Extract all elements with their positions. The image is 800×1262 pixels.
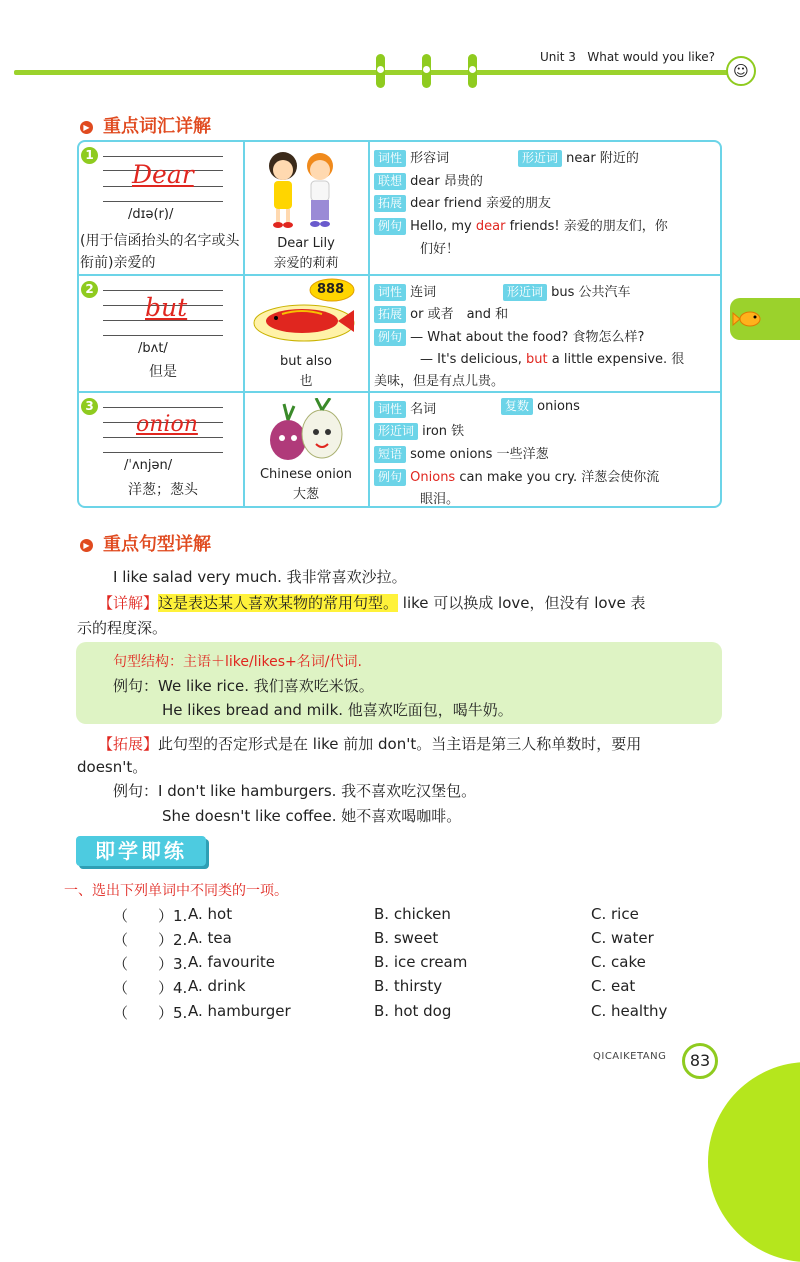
example-2: He likes bread and milk. 他喜欢吃面包，喝牛奶。 bbox=[162, 701, 513, 719]
picture-caption-cn: 大葱 bbox=[292, 487, 319, 502]
option-a[interactable]: A. tea bbox=[188, 929, 232, 947]
question-number: （ ）2. bbox=[113, 931, 188, 949]
detail-continued: 示的程度深。 bbox=[77, 619, 168, 637]
tag-pos: 词性 bbox=[374, 284, 406, 301]
writing-line bbox=[103, 437, 223, 438]
info-text: iron 铁 bbox=[422, 424, 465, 439]
option-c[interactable]: C. cake bbox=[591, 953, 646, 971]
example-text: — It's delicious, bbox=[420, 352, 527, 367]
word-meaning: (用于信函抬头的名字或头衔前)亲爱的 bbox=[80, 233, 240, 271]
option-a[interactable]: A. hot bbox=[188, 905, 233, 923]
info-row bbox=[374, 215, 668, 235]
tag-example: 例句 bbox=[374, 218, 406, 235]
info-row bbox=[501, 398, 580, 415]
binder-pin-icon bbox=[468, 54, 477, 88]
table-divider bbox=[77, 274, 722, 276]
option-b[interactable]: B. ice cream bbox=[374, 953, 468, 971]
vocab-word: Dear bbox=[132, 160, 194, 189]
option-c[interactable]: C. rice bbox=[591, 905, 639, 923]
writing-line bbox=[103, 335, 223, 336]
item-number: 1 bbox=[81, 147, 98, 164]
example-text: We like rice. 我们喜欢吃米饭。 bbox=[158, 677, 374, 695]
item-number: 2 bbox=[81, 281, 98, 298]
info-row bbox=[374, 398, 436, 418]
extension-text: 此句型的否定形式是在 like 前加 don't。当主语是第三人称单数时，要用 bbox=[158, 735, 642, 753]
tag-phrase: 短语 bbox=[374, 446, 406, 463]
example-text: Hello, my bbox=[410, 219, 476, 234]
exercise-instruction: 一、选出下列单词中不同类的一项。 bbox=[64, 883, 288, 899]
example-keyword: Onions bbox=[410, 470, 456, 485]
extension-paragraph bbox=[98, 733, 641, 754]
unit-title: What would you like? bbox=[587, 50, 716, 64]
example-text: a little expensive. 很 bbox=[547, 352, 685, 367]
tag-extend: 拓展 bbox=[374, 195, 406, 212]
phonetic: /bʌt/ bbox=[138, 341, 168, 356]
section-title-sentence: ▶ 重点句型详解 bbox=[80, 530, 211, 556]
tag-assoc: 联想 bbox=[374, 173, 406, 190]
tag-pos: 词性 bbox=[374, 401, 406, 418]
detail-text: like 可以换成 love，但没有 love 表 bbox=[398, 594, 646, 612]
picture-caption-cn: 亲爱的莉莉 bbox=[273, 256, 339, 271]
info-text: 形容词 bbox=[410, 151, 450, 166]
detail-paragraph bbox=[98, 592, 646, 613]
tag-similar: 形近词 bbox=[518, 150, 562, 167]
vocab-word: but bbox=[145, 293, 188, 322]
option-a[interactable]: A. hamburger bbox=[188, 1002, 291, 1020]
info-row bbox=[503, 281, 631, 301]
tag-pos: 词性 bbox=[374, 150, 406, 167]
question-number: （ ）5. bbox=[113, 1004, 188, 1022]
option-c[interactable]: C. eat bbox=[591, 977, 636, 995]
header-rule bbox=[14, 70, 734, 75]
play-icon: ▶ bbox=[80, 121, 93, 134]
info-row bbox=[374, 326, 644, 346]
picture-caption-en: Chinese onion bbox=[259, 467, 353, 482]
info-text: 连词 bbox=[410, 285, 437, 300]
writing-line bbox=[103, 407, 223, 408]
example-label: 例句： bbox=[113, 782, 159, 800]
table-divider bbox=[368, 140, 370, 508]
info-text: dear 昂贵的 bbox=[410, 174, 483, 189]
info-row bbox=[374, 170, 483, 190]
section-title-vocab: ▶ 重点词汇详解 bbox=[80, 112, 211, 138]
table-divider bbox=[77, 391, 722, 393]
option-b[interactable]: B. hot dog bbox=[374, 1002, 452, 1020]
option-b[interactable]: B. thirsty bbox=[374, 977, 443, 995]
option-b[interactable]: B. chicken bbox=[374, 905, 451, 923]
practice-banner: 即学即练 bbox=[76, 836, 206, 866]
example-3 bbox=[113, 780, 476, 801]
detail-label: 【详解】 bbox=[98, 594, 159, 612]
example-continued: 们好！ bbox=[420, 242, 460, 257]
corner-decoration bbox=[708, 1062, 800, 1262]
word-meaning: 洋葱；葱头 bbox=[128, 482, 198, 498]
fish-dish-illustration bbox=[252, 278, 362, 348]
info-text: onions bbox=[537, 399, 580, 414]
key-sentence: I like salad very much. 我非常喜欢沙拉。 bbox=[113, 568, 407, 586]
example-text: can make you cry. 洋葱会使你流 bbox=[455, 470, 660, 485]
extension-label: 【拓展】 bbox=[98, 735, 159, 753]
page-number: 83 bbox=[682, 1043, 718, 1079]
info-row bbox=[374, 443, 549, 463]
example-text: I don't like hamburgers. 我不喜欢吃汉堡包。 bbox=[158, 782, 477, 800]
onion-illustration bbox=[260, 398, 356, 466]
example-continued: 美味，但是有点儿贵。 bbox=[374, 374, 505, 389]
info-text: near 附近的 bbox=[566, 151, 639, 166]
mascot-icon: ☺ bbox=[726, 56, 756, 86]
picture-caption-en: Dear Lily bbox=[277, 236, 335, 251]
running-header bbox=[540, 50, 715, 64]
phonetic: /dɪə(r)/ bbox=[128, 207, 174, 222]
tag-similar: 形近词 bbox=[374, 423, 418, 440]
question-number: （ ）1. bbox=[113, 907, 188, 925]
writing-line bbox=[103, 290, 223, 291]
option-c[interactable]: C. healthy bbox=[591, 1002, 668, 1020]
writing-line bbox=[103, 201, 223, 202]
example-1 bbox=[113, 675, 374, 696]
question-number: （ ）3. bbox=[113, 955, 188, 973]
highlighted-text: 这是表达某人喜欢某物的常用句型。 bbox=[158, 594, 399, 612]
tag-example: 例句 bbox=[374, 469, 406, 486]
example-text: — What about the food? 食物怎么样? bbox=[410, 330, 645, 345]
picture-caption-en: but also bbox=[279, 354, 333, 369]
info-row bbox=[374, 420, 464, 440]
option-a[interactable]: A. drink bbox=[188, 977, 246, 995]
info-row bbox=[374, 281, 436, 301]
info-text: or 或者 and 和 bbox=[410, 307, 509, 322]
item-number: 3 bbox=[81, 398, 98, 415]
extension-continued: doesn't。 bbox=[77, 758, 148, 776]
tag-extend: 拓展 bbox=[374, 306, 406, 323]
example-4: She doesn't like coffee. 她不喜欢喝咖啡。 bbox=[162, 807, 462, 825]
info-row bbox=[374, 303, 508, 323]
writing-line bbox=[103, 452, 223, 453]
unit-label: Unit 3 bbox=[540, 50, 576, 64]
writing-line bbox=[103, 156, 223, 157]
binder-pin-icon bbox=[376, 54, 385, 88]
info-text: bus 公共汽车 bbox=[551, 285, 631, 300]
option-a[interactable]: A. favourite bbox=[188, 953, 276, 971]
option-c[interactable]: C. water bbox=[591, 929, 654, 947]
play-icon: ▶ bbox=[80, 539, 93, 552]
picture-caption-cn: 也 bbox=[299, 374, 313, 389]
example-text: friends! 亲爱的朋友们，你 bbox=[505, 219, 668, 234]
question-number: （ ）4. bbox=[113, 979, 188, 997]
table-divider bbox=[243, 140, 245, 508]
example-continued: 眼泪。 bbox=[420, 492, 460, 507]
info-text: some onions 一些洋葱 bbox=[410, 447, 549, 462]
girls-illustration bbox=[258, 148, 348, 232]
info-row bbox=[374, 147, 449, 167]
tag-similar: 形近词 bbox=[503, 284, 547, 301]
binder-pin-icon bbox=[422, 54, 431, 88]
tag-plural: 复数 bbox=[501, 398, 533, 415]
example-keyword: dear bbox=[475, 219, 506, 234]
info-row bbox=[374, 192, 551, 212]
info-row bbox=[374, 466, 659, 486]
example-label: 例句： bbox=[113, 677, 159, 695]
price-label: 888 bbox=[317, 282, 345, 297]
example-keyword: but bbox=[526, 352, 548, 367]
option-b[interactable]: B. sweet bbox=[374, 929, 439, 947]
word-meaning: 但是 bbox=[149, 364, 177, 380]
structure-formula: 句型结构：主语＋like/likes+名词/代词. bbox=[113, 654, 362, 670]
tag-example: 例句 bbox=[374, 329, 406, 346]
info-row bbox=[518, 147, 639, 167]
example-line bbox=[420, 348, 684, 367]
fish-icon bbox=[730, 298, 800, 340]
phonetic: /ˈʌnjən/ bbox=[124, 458, 173, 473]
brand-label: QICAIKETANG bbox=[593, 1051, 667, 1062]
vocab-word: onion bbox=[136, 412, 198, 437]
info-text: 名词 bbox=[410, 402, 437, 417]
info-text: dear friend 亲爱的朋友 bbox=[410, 196, 552, 211]
chapter-tab bbox=[730, 298, 800, 340]
